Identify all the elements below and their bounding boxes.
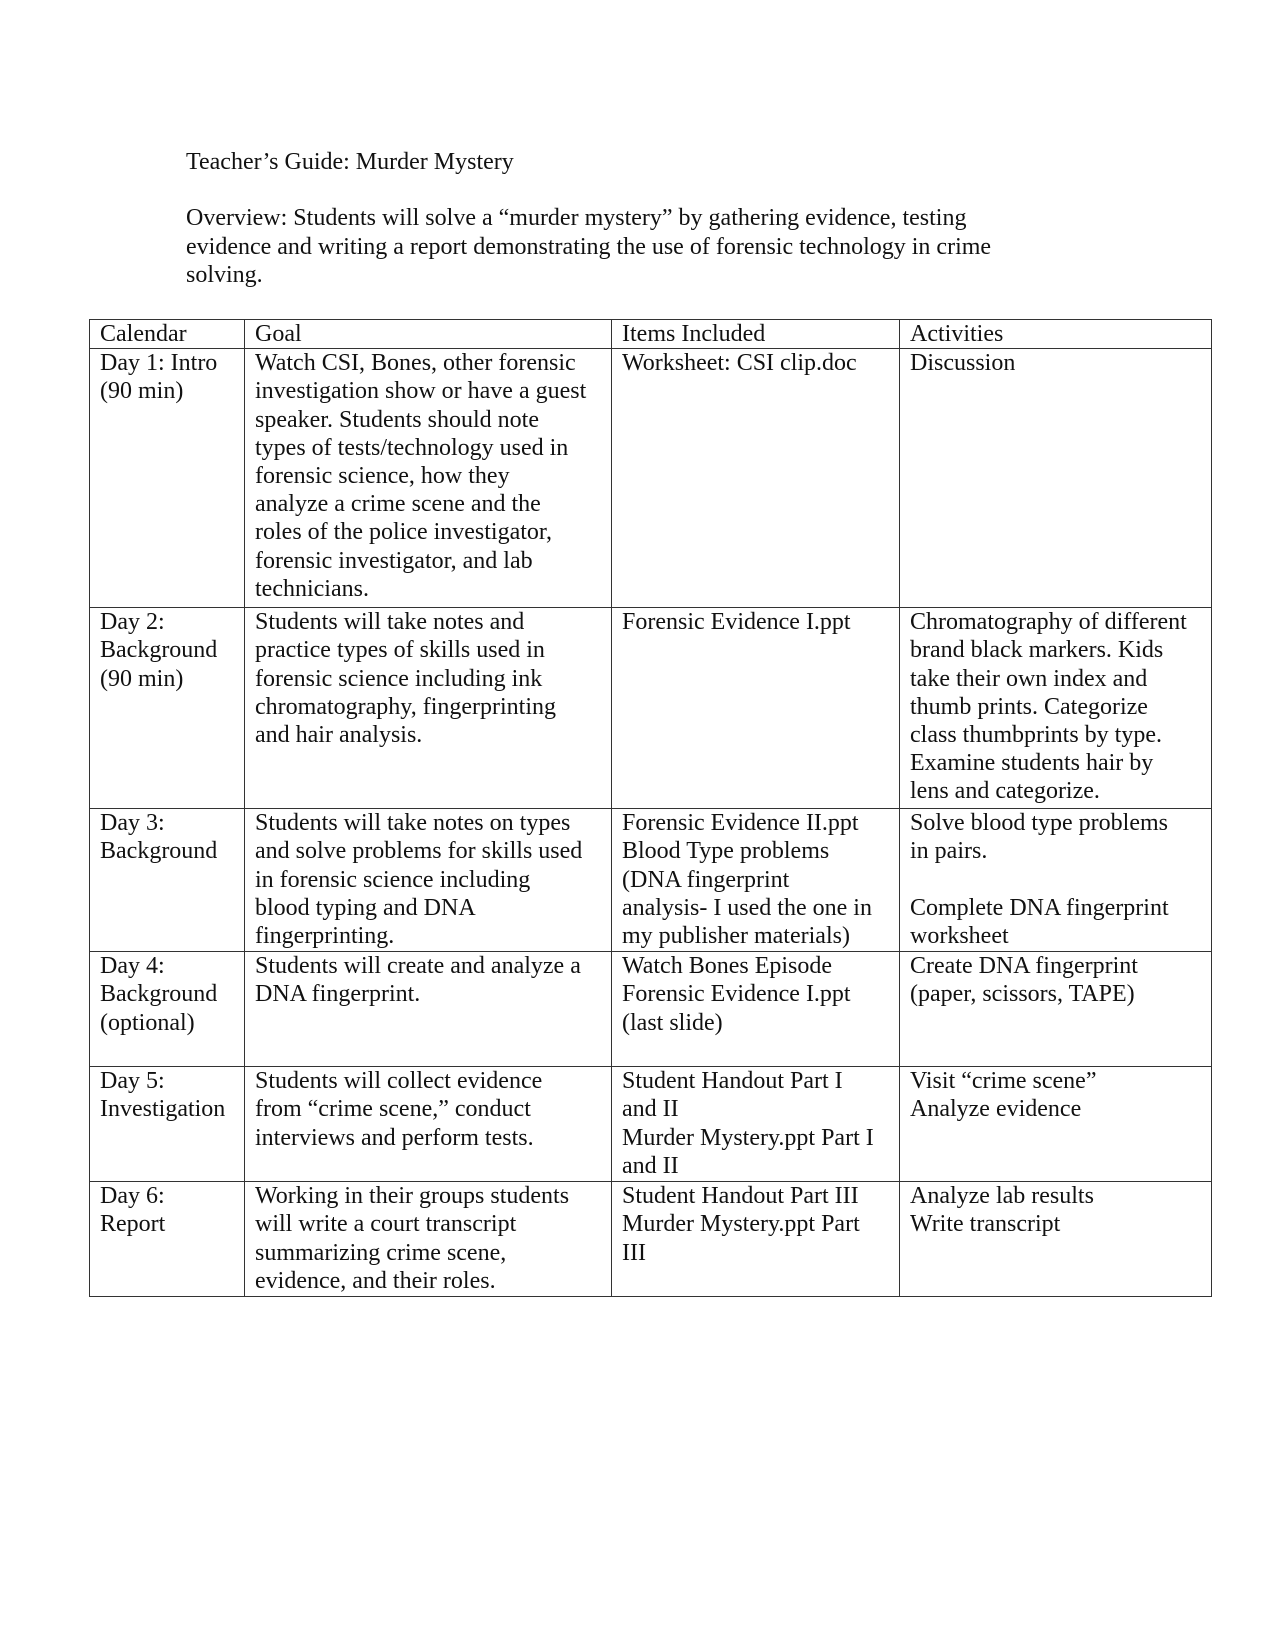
calendar-cell: Day 2: Background (90 min) [90, 608, 245, 809]
items-cell: Watch Bones Episode Forensic Evidence I.ppt (last slide) [612, 952, 900, 1067]
table-row [90, 1182, 1212, 1297]
overview-line: solving. [186, 262, 263, 288]
goal-cell: Students will create and analyze a DNA fingerprint. [245, 952, 612, 1067]
page-title: Teacher’s Guide: Murder Mystery [186, 149, 514, 175]
activities-cell: Chromatography of different brand black markers. Kids take their own index and thumb prints. Categorize class thumbprints by type. Examine students hair by lens and categorize. [900, 608, 1212, 809]
activities-cell: Discussion [900, 349, 1212, 608]
table-row [90, 1067, 1212, 1182]
calendar-cell: Day 1: Intro (90 min) [90, 349, 245, 608]
items-cell: Student Handout Part III Murder Mystery.ppt Part III [612, 1182, 900, 1297]
calendar-cell: Day 4: Background (optional) [90, 952, 245, 1067]
activities-cell: Visit “crime scene” Analyze evidence [900, 1067, 1212, 1182]
activities-cell: Analyze lab results Write transcript [900, 1182, 1212, 1297]
table-header-row [90, 320, 1212, 349]
lesson-plan-table [89, 319, 1212, 1297]
items-cell: Forensic Evidence II.ppt Blood Type problems (DNA fingerprint analysis- I used the one in my publisher materials) [612, 809, 900, 952]
calendar-cell: Day 3: Background [90, 809, 245, 952]
paragraph-gap [910, 866, 1201, 894]
items-cell: Forensic Evidence I.ppt [612, 608, 900, 809]
goal-cell: Students will take notes and practice types of skills used in forensic science including ink chromatography, fingerprinting and hair analysis. [245, 608, 612, 809]
goal-cell: Students will collect evidence from “crime scene,” conduct interviews and perform tests. [245, 1067, 612, 1182]
items-cell: Worksheet: CSI clip.doc [612, 349, 900, 608]
goal-cell: Students will take notes on types and solve problems for skills used in forensic science including blood typing and DNA fingerprinting. [245, 809, 612, 952]
calendar-cell: Day 6: Report [90, 1182, 245, 1297]
header-calendar: Calendar [90, 320, 245, 349]
table-row [90, 349, 1212, 608]
overview-line: evidence and writing a report demonstrating the use of forensic technology in crime [186, 233, 992, 260]
header-activities: Activities [900, 320, 1212, 349]
overview-line: Overview: Students will solve a “murder mystery” by gathering evidence, testing [186, 205, 967, 231]
calendar-cell: Day 5: Investigation [90, 1067, 245, 1182]
table-row [90, 952, 1212, 1067]
goal-cell: Working in their groups students will write a court transcript summarizing crime scene, evidence, and their roles. [245, 1182, 612, 1297]
items-cell: Student Handout Part I and II Murder Mystery.ppt Part I and II [612, 1067, 900, 1182]
header-goal: Goal [245, 320, 612, 349]
goal-cell: Watch CSI, Bones, other forensic investigation show or have a guest speaker. Students should note types of tests/technology used in forensic science, how they analyze a crime scene and the roles of the police investigator, forensic investigator, and lab technicians. [245, 349, 612, 608]
header-items-included: Items Included [612, 320, 900, 349]
table-row [90, 608, 1212, 809]
overview-paragraph [186, 204, 1046, 290]
table-row [90, 809, 1212, 952]
activities-cell: Create DNA fingerprint (paper, scissors, TAPE) [900, 952, 1212, 1067]
activities-cell: Solve blood type problems in pairs. Complete DNA fingerprint worksheet [900, 809, 1212, 952]
